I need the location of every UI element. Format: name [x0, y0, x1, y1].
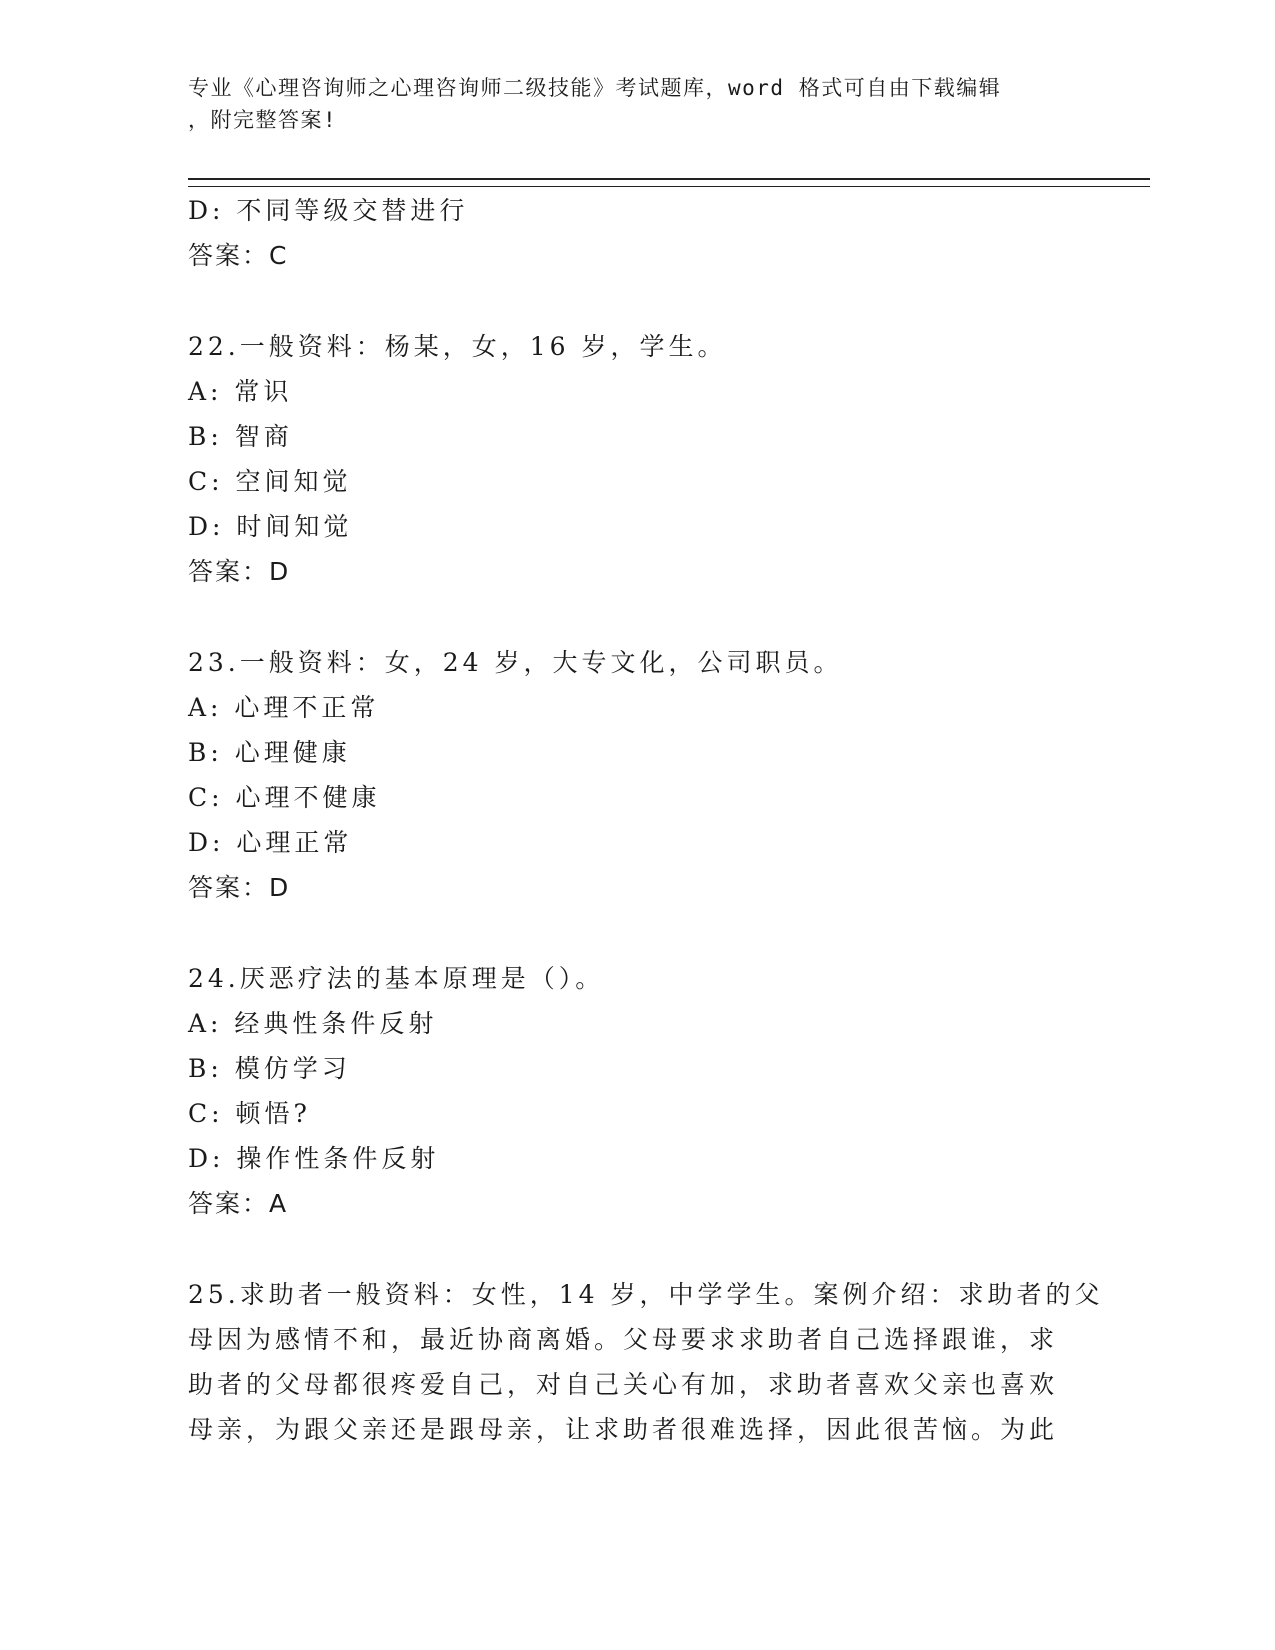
option-b: B: 模仿学习	[188, 1054, 351, 1083]
question-23	[188, 640, 1088, 910]
answer: 答案：D	[188, 873, 291, 902]
question-stem: 22.一般资料：杨某，女，16 岁，学生。	[188, 332, 727, 361]
option-b: B: 智商	[188, 422, 293, 451]
question-content	[188, 188, 1104, 1452]
option-c: C: 顿悟?	[188, 1099, 311, 1128]
header-line-2: ，附完整答案!	[188, 108, 338, 132]
option-a: A: 心理不正常	[188, 693, 380, 722]
question-24	[188, 956, 1088, 1226]
question-stem: 24.厌恶疗法的基本原理是（）。	[188, 964, 605, 993]
option-b: B: 心理健康	[188, 738, 351, 767]
prev-option-d: D: 不同等级交替进行	[188, 196, 469, 225]
option-a: A: 常识	[188, 377, 293, 406]
question-text-line: 母因为感情不和，最近协商离婚。父母要求求助者自己选择跟谁，求	[188, 1325, 1059, 1354]
header-divider	[188, 178, 1150, 187]
answer: 答案：A	[188, 1189, 289, 1218]
option-c: C: 心理不健康	[188, 783, 381, 812]
question-stem: 23.一般资料：女，24 岁，大专文化，公司职员。	[188, 648, 843, 677]
spacer	[188, 1226, 1088, 1272]
spacer	[188, 278, 1088, 324]
option-d: D: 时间知觉	[188, 512, 353, 541]
answer: 答案：D	[188, 557, 291, 586]
option-a: A: 经典性条件反射	[188, 1009, 438, 1038]
option-d: D: 心理正常	[188, 828, 353, 857]
question-25	[188, 1272, 1104, 1452]
question-text-line: 母亲，为跟父亲还是跟母亲，让求助者很难选择，因此很苦恼。为此	[188, 1415, 1059, 1444]
page-header	[188, 72, 1068, 136]
question-text-line: 助者的父母都很疼爱自己，对自己关心有加，求助者喜欢父亲也喜欢	[188, 1370, 1059, 1399]
prev-answer: 答案：C	[188, 241, 289, 270]
spacer	[188, 910, 1088, 956]
header-line-1: 专业《心理咨询师之心理咨询师二级技能》考试题库，word 格式可自由下载编辑	[188, 76, 1002, 100]
spacer	[188, 594, 1088, 640]
question-22	[188, 324, 1088, 594]
question-text-line: 25.求助者一般资料：女性，14 岁，中学学生。案例介绍：求助者的父	[188, 1280, 1104, 1309]
option-c: C: 空间知觉	[188, 467, 352, 496]
option-d: D: 操作性条件反射	[188, 1144, 440, 1173]
